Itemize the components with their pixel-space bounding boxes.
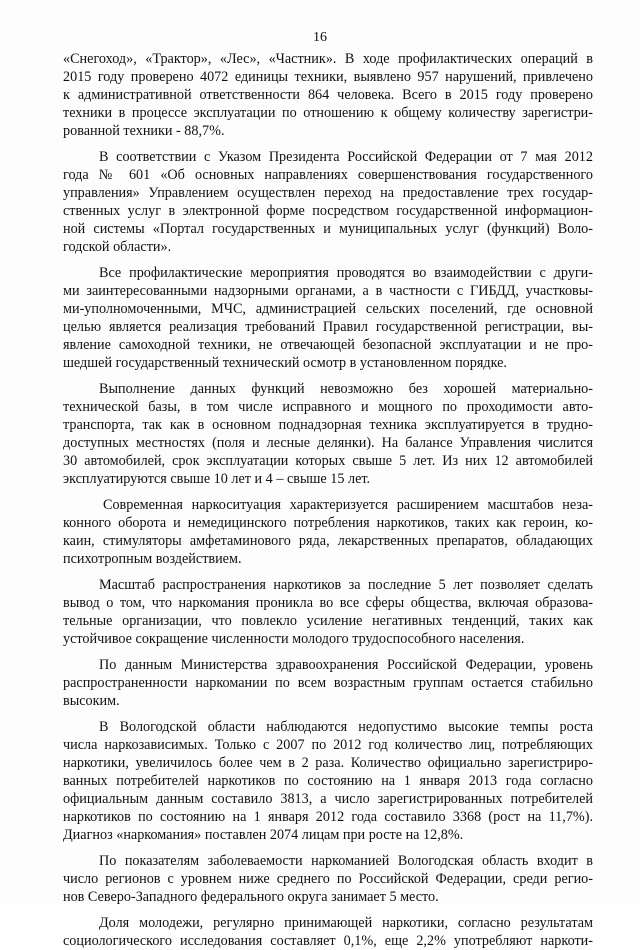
text-line: целью является реализация требований Правил государственной регистрации, вы- [63, 319, 593, 335]
text-line: ванных потребителей наркотиков по состоянию на 1 января 2013 года согласно [63, 773, 593, 789]
paragraph [63, 718, 593, 844]
text-line: явление самоходной техники, не отвечающей безопасной эксплуатации и не про- [63, 337, 593, 353]
text-line: официальным данным составило 3813, а число зарегистрированных потребителей [63, 791, 593, 807]
text-line: По показателям заболеваемости наркоманией Вологодская область входит в [99, 853, 593, 869]
text-line: числа наркозависимых. Только с 2007 по 2012 год количество лиц, потребляющих [63, 737, 593, 753]
text-line: рованной техники - 88,7%. [63, 123, 225, 139]
paragraph [63, 148, 593, 256]
text-line: число регионов с уровнем ниже среднего по Российской Федерации, среди регио- [63, 871, 593, 887]
text-line: шедшей государственный технический осмотр в установленном порядке. [63, 355, 507, 371]
text-line: тельные организации, что повлекло усиление негативных тенденций, таких как [63, 613, 593, 629]
text-line: вывод о том, что наркомания проникла во все сферы общества, включая образова- [63, 595, 593, 611]
text-line: психотропным воздействием. [63, 551, 242, 567]
text-line: Доля молодежи, регулярно принимающей наркотики, согласно результатам [99, 915, 593, 931]
text-line: ми-уполномоченными, МЧС, администрацией сельских поселений, где основной [63, 301, 593, 317]
text-line: Все профилактические мероприятия проводятся во взаимодействии с други- [99, 265, 593, 281]
text-line: к административной ответственности 864 человека. Всего в 2015 году проверено [63, 87, 593, 103]
text-line: управления» Управлением осуществлен переход на предоставление трех государ- [63, 185, 593, 201]
text-line: 2015 году проверено 4072 единицы техники, выявлено 957 нарушений, привлечено [63, 69, 593, 85]
text-line: ми заинтересованными надзорными органами, а в частности с ГИБДД, участковы- [63, 283, 593, 299]
text-line: В Вологодской области наблюдаются недопустимо высокие темпы роста [99, 719, 593, 735]
text-line: ственных услуг в электронной форме посредством государственной информацион- [63, 203, 593, 219]
text-line: техники в процессе эксплуатации по отношению к общему количеству зарегистри- [63, 105, 593, 121]
paragraph [63, 496, 593, 568]
paragraph [63, 50, 593, 140]
text-line: «Снегоход», «Трактор», «Лес», «Частник». В ходе профилактических операций в [63, 51, 593, 67]
text-line: наркотики, увеличилось более чем в 2 раза. Количество официально зарегистриро- [63, 755, 593, 771]
text-line: эксплуатируются свыше 10 лет и 4 – свыше 15 лет. [63, 471, 371, 487]
paragraph [63, 264, 593, 372]
text-line: В соответствии с Указом Президента Российской Федерации от 7 мая 2012 [99, 149, 593, 165]
paragraph [63, 852, 593, 906]
text-line: доступных местностях (поля и лесные делянки). На балансе Управления числится [63, 435, 593, 451]
text-line: 30 автомобилей, срок эксплуатации которых свыше 5 лет. Из них 12 автомобилей [63, 453, 593, 469]
paragraph [63, 576, 593, 648]
text-line: наркотиков по состоянию на 1 января 2012 года составило 3368 (рост на 11,7%). [63, 809, 593, 825]
text-line: годской области». [63, 239, 172, 255]
text-line: По данным Министерства здравоохранения Российской Федерации, уровень [99, 657, 593, 673]
text-line: Современная наркоситуация характеризуется расширением масштабов неза- [103, 497, 593, 513]
text-line: нов Северо-Западного федерального округа занимает 5 место. [63, 889, 439, 905]
text-line: Выполнение данных функций невозможно без хорошей материально- [99, 381, 593, 397]
body-text [63, 50, 593, 950]
page-number: 16 [313, 30, 327, 45]
text-line: социологического исследования составляет 0,1%, еще 2,2% употребляют наркоти- [63, 933, 593, 949]
paragraph [63, 914, 593, 950]
text-line: конного оборота и немедицинского потребления наркотиков, таких как героин, ко- [63, 515, 593, 531]
paragraph [63, 380, 593, 488]
text-line: технической базы, в том числе исправного и мощного по проходимости авто- [63, 399, 593, 415]
paragraph [63, 656, 593, 710]
text-line: года № 601 «Об основных направлениях совершенствования государственного [63, 167, 593, 183]
text-line: транспорта, так как в основном поднадзорная техника эксплуатируется в трудно- [63, 417, 593, 433]
text-line: ной системы «Портал государственных и муниципальных услуг (функций) Воло- [63, 221, 593, 237]
text-line: каин, стимуляторы амфетаминового ряда, лекарственных препаратов, обладающих [63, 533, 593, 549]
text-line: Диагноз «наркомания» поставлен 2074 лицам при росте на 12,8%. [63, 827, 464, 843]
text-line: высоким. [63, 693, 120, 709]
text-line: распространенности наркомании по всем возрастным группам остается стабильно [63, 675, 593, 691]
text-line: Масштаб распространения наркотиков за последние 5 лет позволяет сделать [99, 577, 593, 593]
text-line: устойчивое сокращение численности молодого трудоспособного населения. [63, 631, 525, 647]
